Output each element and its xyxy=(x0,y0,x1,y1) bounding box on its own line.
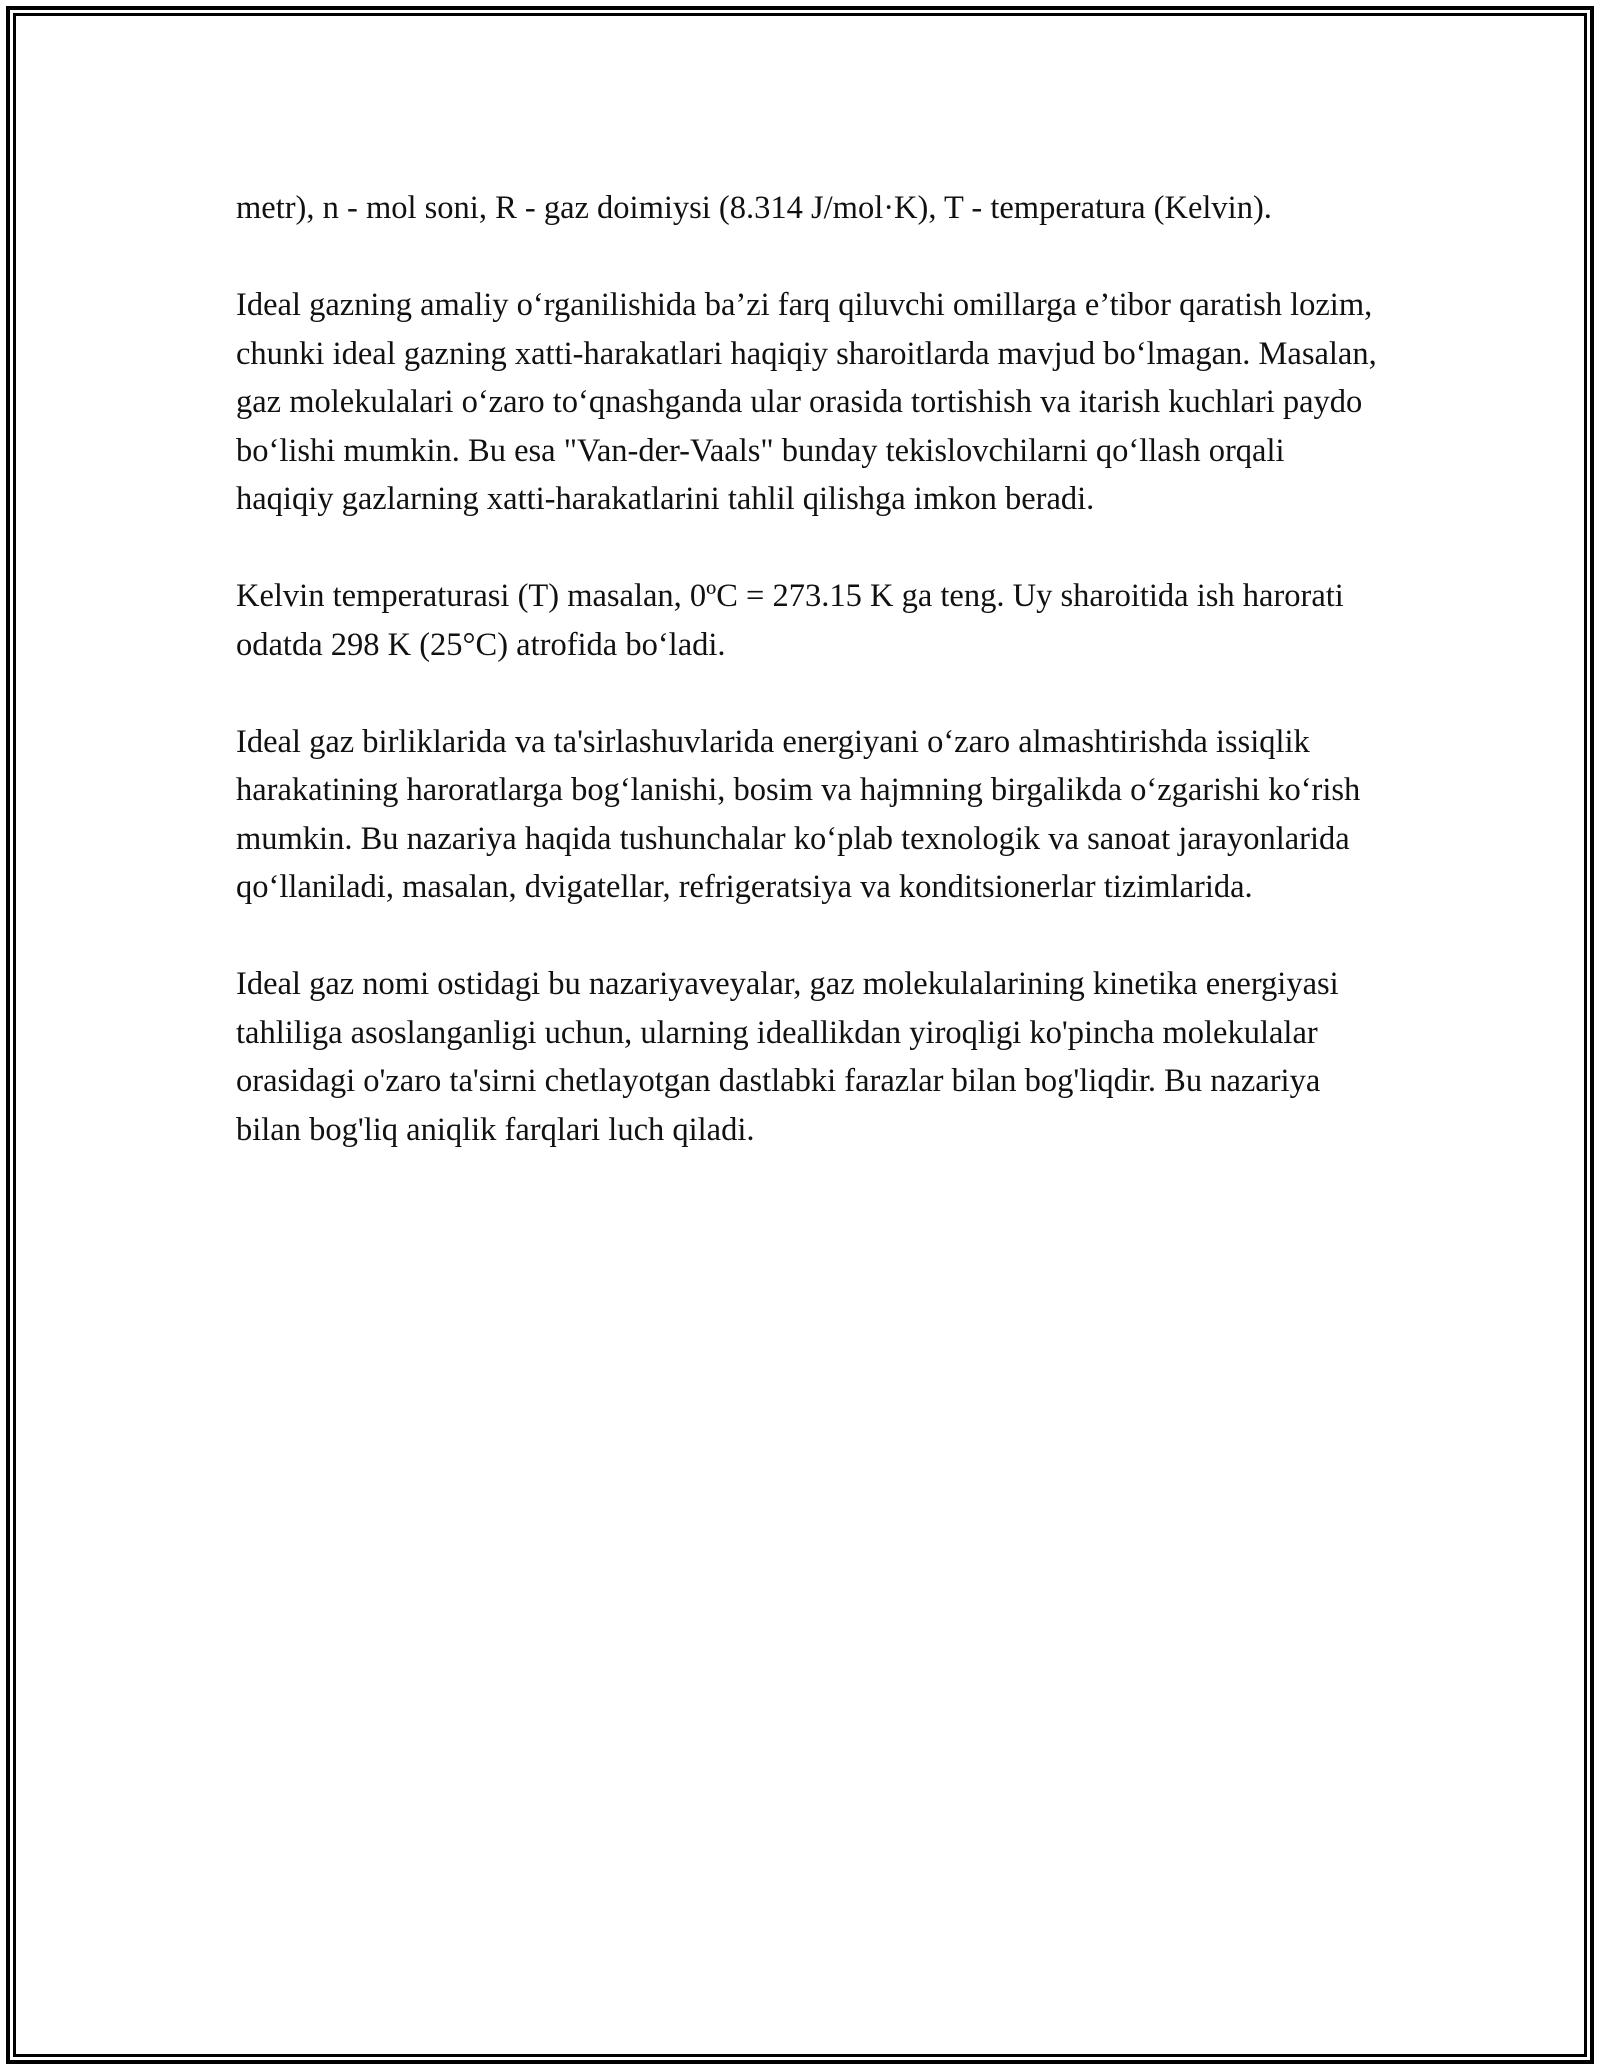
document-body xyxy=(236,184,1381,1154)
paragraph-real-gas-behavior: Ideal gazning amaliy o‘rganilishida ba’zi farq qiluvchi omillarga e’tibor qaratish lozim, chunki ideal gazning xatti-harakatlari haqiqiy sharoitlarda mavjud bo‘lmagan. Masalan, gaz molekulalari o‘zaro to‘qnashganda ular orasida tortishish va itarish kuchlari paydo bo‘lishi mumkin. Bu esa "Van-der-Vaals" bunday tekislovchilarni qo‘llash orqali haqiqiy gazlarning xatti-harakatlarini tahlil qilishga imkon beradi. xyxy=(236,287,1377,517)
paragraph-energy-exchange: Ideal gaz birliklarida va ta'sirlashuvlarida energiyani o‘zaro almashtirishda issiqlik harakatining haroratlarga bog‘lanishi, bosim va hajmning birgalikda o‘zgarishi ko‘rish mumkin. Bu nazariya haqida tushunchalar ko‘plab texnologik va sanoat jarayonlarida qo‘llaniladi, masalan, dvigatellar, refrigeratsiya va konditsionerlar tizimlarida. xyxy=(236,723,1361,905)
paragraph-kelvin-temperature: Kelvin temperaturasi (T) masalan, 0ºC = 273.15 K ga teng. Uy sharoitida ish harorati odatda 298 K (25°C) atrofida bo‘ladi. xyxy=(236,578,1344,663)
paragraph-gas-equation-variables: metr), n - mol soni, R - gaz doimiysi (8.314 J/mol·K), T - temperatura (Kelvin). xyxy=(236,190,1272,226)
paragraph-kinetic-theory: Ideal gaz nomi ostidagi bu nazariyaveyalar, gaz molekulalarining kinetika energiyasi tahliliga asoslanganligi uchun, ularning ideallikdan yiroqligi ko'pincha molekulalar orasidagi o'zaro ta'sirni chetlayotgan dastlabki farazlar bilan bog'liqdir. Bu nazariya bilan bog'liq aniqlik farqlari luch qiladi. xyxy=(236,966,1339,1148)
